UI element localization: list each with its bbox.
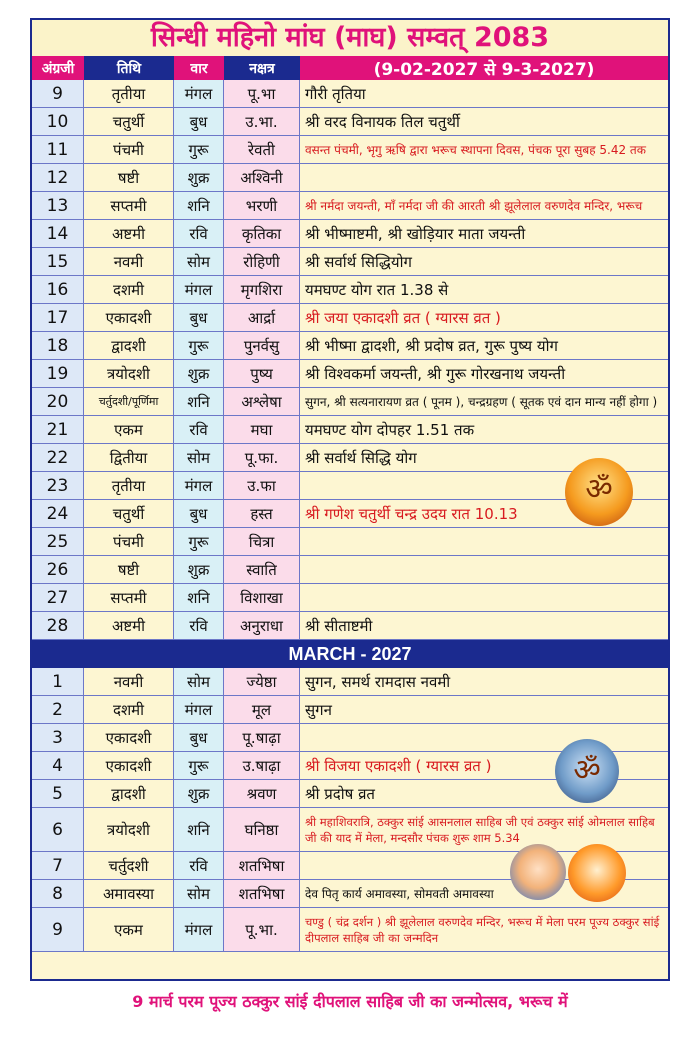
nakshatra-cell: उ.भा. (224, 108, 300, 135)
vaar-cell: मंगल (174, 276, 224, 303)
event-cell (300, 724, 668, 751)
header-tithi: तिथि (84, 56, 174, 80)
date-cell: 11 (32, 136, 84, 163)
event-cell (300, 528, 668, 555)
nakshatra-cell: चित्रा (224, 528, 300, 555)
tithi-cell: चर्तुदशी/पूर्णिमा (84, 388, 174, 415)
vaar-cell: गुरू (174, 528, 224, 555)
vaar-cell: शनि (174, 584, 224, 611)
tithi-cell: नवमी (84, 248, 174, 275)
shiva-portrait-icon: ॐ (555, 739, 619, 803)
date-cell: 22 (32, 444, 84, 471)
date-cell: 21 (32, 416, 84, 443)
event-cell: चण्डु ( चंद्र दर्शन ) श्री झूलेलाल वरुणदेव मन्दिर, भरूच में मेला परम पूज्य ठक्कुर सांई दीपलाल साहिब जी का जन्मदिन (300, 908, 668, 951)
tithi-cell: एकम (84, 416, 174, 443)
nakshatra-cell: पू.भा (224, 80, 300, 107)
tithi-cell: पंचमी (84, 136, 174, 163)
event-cell: वसन्त पंचमी, भृगु ऋषि द्वारा भरूच स्थापना दिवस, पंचक पूरा सुबह 5.42 तक (300, 136, 668, 163)
table-row (32, 808, 668, 852)
nakshatra-cell: उ.फा (224, 472, 300, 499)
table-row (32, 360, 668, 388)
nakshatra-cell: उ.षाढ़ा (224, 752, 300, 779)
vaar-cell: बुध (174, 304, 224, 331)
tithi-cell: पंचमी (84, 528, 174, 555)
nakshatra-cell: कृतिका (224, 220, 300, 247)
nakshatra-cell: घनिष्ठा (224, 808, 300, 851)
date-cell: 27 (32, 584, 84, 611)
tithi-cell: अमावस्या (84, 880, 174, 907)
event-cell: श्री भीष्मा द्वादशी, श्री प्रदोष व्रत, गुरू पुष्य योग (300, 332, 668, 359)
tithi-cell: सप्तमी (84, 584, 174, 611)
vaar-cell: सोम (174, 880, 224, 907)
vaar-cell: मंगल (174, 908, 224, 951)
tithi-cell: द्वादशी (84, 780, 174, 807)
date-cell: 23 (32, 472, 84, 499)
event-cell: देव पितृ कार्य अमावस्या, सोमवती अमावस्या (300, 880, 668, 907)
date-cell: 4 (32, 752, 84, 779)
date-cell: 8 (32, 880, 84, 907)
event-cell: श्री नर्मदा जयन्ती, माँ नर्मदा जी की आरती श्री झूलेलाल वरुणदेव मन्दिर, भरूच (300, 192, 668, 219)
nakshatra-cell: मूल (224, 696, 300, 723)
deity-portrait-icon (568, 844, 626, 902)
event-cell: श्री सर्वार्थ सिद्धि योग (300, 444, 668, 471)
table-row (32, 332, 668, 360)
date-cell: 16 (32, 276, 84, 303)
vaar-cell: गुरू (174, 752, 224, 779)
tithi-cell: षष्टी (84, 556, 174, 583)
table-row (32, 304, 668, 332)
date-cell: 25 (32, 528, 84, 555)
tithi-cell: एकम (84, 908, 174, 951)
nakshatra-cell: शतभिषा (224, 852, 300, 879)
ganesh-portrait-icon: ॐ (565, 458, 633, 526)
tithi-cell: त्रयोदशी (84, 808, 174, 851)
event-cell (300, 164, 668, 191)
vaar-cell: मंगल (174, 80, 224, 107)
tithi-cell: चतुर्थी (84, 500, 174, 527)
tithi-cell: एकादशी (84, 304, 174, 331)
vaar-cell: शुक्र (174, 556, 224, 583)
table-row (32, 80, 668, 108)
table-row (32, 416, 668, 444)
date-cell: 26 (32, 556, 84, 583)
table-row (32, 612, 668, 640)
footer-note: 9 मार्च परम पूज्य ठक्कुर सांई दीपलाल साहिब जी का जन्मोत्सव, भरूच में (132, 992, 568, 1011)
table-row (32, 192, 668, 220)
event-cell: श्री सर्वार्थ सिद्धियोग (300, 248, 668, 275)
vaar-cell: गुरू (174, 332, 224, 359)
event-cell (300, 556, 668, 583)
date-cell: 20 (32, 388, 84, 415)
event-cell: सुगन (300, 696, 668, 723)
nakshatra-cell: स्वाति (224, 556, 300, 583)
header-angreji: अंग्रजी (32, 56, 84, 80)
nakshatra-cell: पू.फा. (224, 444, 300, 471)
nakshatra-cell: पुष्य (224, 360, 300, 387)
event-cell: श्री जया एकादशी व्रत ( ग्यारस व्रत ) (300, 304, 668, 331)
tithi-cell: सप्तमी (84, 192, 174, 219)
tithi-cell: अष्टमी (84, 220, 174, 247)
table-row (32, 908, 668, 952)
event-cell: श्री विश्वकर्मा जयन्ती, श्री गुरू गोरखनाथ जयन्ती (300, 360, 668, 387)
tithi-cell: दशमी (84, 696, 174, 723)
vaar-cell: शनि (174, 808, 224, 851)
nakshatra-cell: पू.भा. (224, 908, 300, 951)
event-cell: श्री महाशिवरात्रि, ठक्कुर सांई आसनलाल साहिब जी एवं ठक्कुर सांई ओमलाल साहिब जी की याद में मेला, मन्दसौर पंचक शुरू शाम 5.34 (300, 808, 668, 851)
event-cell: यमघण्ट योग रात 1.38 से (300, 276, 668, 303)
date-cell: 12 (32, 164, 84, 191)
date-cell: 9 (32, 80, 84, 107)
date-cell: 1 (32, 668, 84, 695)
vaar-cell: गुरू (174, 136, 224, 163)
event-cell: सुगन, श्री सत्यनारायण व्रत ( पूनम ), चन्द्रग्रहण ( सूतक एवं दान मान्य नहीं होगा ) (300, 388, 668, 415)
vaar-cell: सोम (174, 668, 224, 695)
march-rows (32, 668, 668, 952)
date-cell: 2 (32, 696, 84, 723)
date-cell: 18 (32, 332, 84, 359)
table-row (32, 108, 668, 136)
event-cell: सुगन, समर्थ रामदास नवमी (300, 668, 668, 695)
table-row (32, 556, 668, 584)
date-cell: 5 (32, 780, 84, 807)
event-cell: श्री गणेश चतुर्थी चन्द्र उदय रात 10.13 (300, 500, 668, 527)
table-row (32, 220, 668, 248)
nakshatra-cell: हस्त (224, 500, 300, 527)
table-header (32, 56, 668, 80)
nakshatra-cell: मृगशिरा (224, 276, 300, 303)
nakshatra-cell: पुनर्वसु (224, 332, 300, 359)
table-row (32, 136, 668, 164)
vaar-cell: मंगल (174, 472, 224, 499)
vaar-cell: मंगल (174, 696, 224, 723)
vaar-cell: सोम (174, 444, 224, 471)
table-row (32, 388, 668, 416)
event-cell: श्री सीताष्टमी (300, 612, 668, 639)
table-row (32, 696, 668, 724)
nakshatra-cell: शतभिषा (224, 880, 300, 907)
vaar-cell: रवि (174, 612, 224, 639)
vaar-cell: रवि (174, 220, 224, 247)
vaar-cell: बुध (174, 108, 224, 135)
date-cell: 28 (32, 612, 84, 639)
nakshatra-cell: रोहिणी (224, 248, 300, 275)
table-row (32, 584, 668, 612)
vaar-cell: शुक्र (174, 164, 224, 191)
vaar-cell: शुक्र (174, 360, 224, 387)
event-cell: श्री प्रदोष व्रत (300, 780, 668, 807)
header-nakshatra: नक्षत्र (224, 56, 300, 80)
nakshatra-cell: श्रवण (224, 780, 300, 807)
vaar-cell: शनि (174, 388, 224, 415)
header-vaar: वार (174, 56, 224, 80)
vaar-cell: बुध (174, 500, 224, 527)
march-month-banner: MARCH - 2027 (32, 640, 668, 668)
nakshatra-cell: अश्विनी (224, 164, 300, 191)
date-cell: 7 (32, 852, 84, 879)
vaar-cell: बुध (174, 724, 224, 751)
event-cell (300, 584, 668, 611)
tithi-cell: षष्टी (84, 164, 174, 191)
february-rows (32, 80, 668, 640)
nakshatra-cell: भरणी (224, 192, 300, 219)
tithi-cell: द्वितीया (84, 444, 174, 471)
tithi-cell: तृतीया (84, 472, 174, 499)
tithi-cell: त्रयोदशी (84, 360, 174, 387)
vaar-cell: रवि (174, 416, 224, 443)
date-cell: 10 (32, 108, 84, 135)
nakshatra-cell: रेवती (224, 136, 300, 163)
tithi-cell: एकादशी (84, 752, 174, 779)
calendar-title: सिन्धी महिनो मांघ (माघ) सम्वत् 2083 (32, 20, 668, 56)
table-row (32, 444, 668, 472)
nakshatra-cell: आर्द्रा (224, 304, 300, 331)
date-cell: 14 (32, 220, 84, 247)
nakshatra-cell: मघा (224, 416, 300, 443)
event-cell: श्री वरद विनायक तिल चतुर्थी (300, 108, 668, 135)
table-row (32, 528, 668, 556)
nakshatra-cell: अश्लेषा (224, 388, 300, 415)
tithi-cell: दशमी (84, 276, 174, 303)
date-cell: 17 (32, 304, 84, 331)
vaar-cell: शुक्र (174, 780, 224, 807)
tithi-cell: तृतीया (84, 80, 174, 107)
event-cell: श्री विजया एकादशी ( ग्यारस व्रत ) (300, 752, 668, 779)
date-cell: 19 (32, 360, 84, 387)
event-cell: श्री भीष्माष्टमी, श्री खोड़ियार माता जयन्ती (300, 220, 668, 247)
vaar-cell: रवि (174, 852, 224, 879)
nakshatra-cell: विशाखा (224, 584, 300, 611)
event-cell: गौरी तृतिया (300, 80, 668, 107)
vaar-cell: सोम (174, 248, 224, 275)
tithi-cell: एकादशी (84, 724, 174, 751)
table-row (32, 164, 668, 192)
header-date-range: (9-02-2027 से 9-3-2027) (300, 56, 668, 80)
tithi-cell: अष्टमी (84, 612, 174, 639)
date-cell: 6 (32, 808, 84, 851)
date-cell: 9 (32, 908, 84, 951)
table-row (32, 248, 668, 276)
event-cell: यमघण्ट योग दोपहर 1.51 तक (300, 416, 668, 443)
tithi-cell: चतुर्थी (84, 108, 174, 135)
date-cell: 24 (32, 500, 84, 527)
tithi-cell: द्वादशी (84, 332, 174, 359)
nakshatra-cell: अनुराधा (224, 612, 300, 639)
nakshatra-cell: ज्येष्ठा (224, 668, 300, 695)
sai-portrait-icon (510, 844, 566, 900)
table-row (32, 668, 668, 696)
nakshatra-cell: पू.षाढ़ा (224, 724, 300, 751)
date-cell: 15 (32, 248, 84, 275)
tithi-cell: नवमी (84, 668, 174, 695)
date-cell: 3 (32, 724, 84, 751)
tithi-cell: चर्तुदशी (84, 852, 174, 879)
date-cell: 13 (32, 192, 84, 219)
table-row (32, 276, 668, 304)
vaar-cell: शनि (174, 192, 224, 219)
